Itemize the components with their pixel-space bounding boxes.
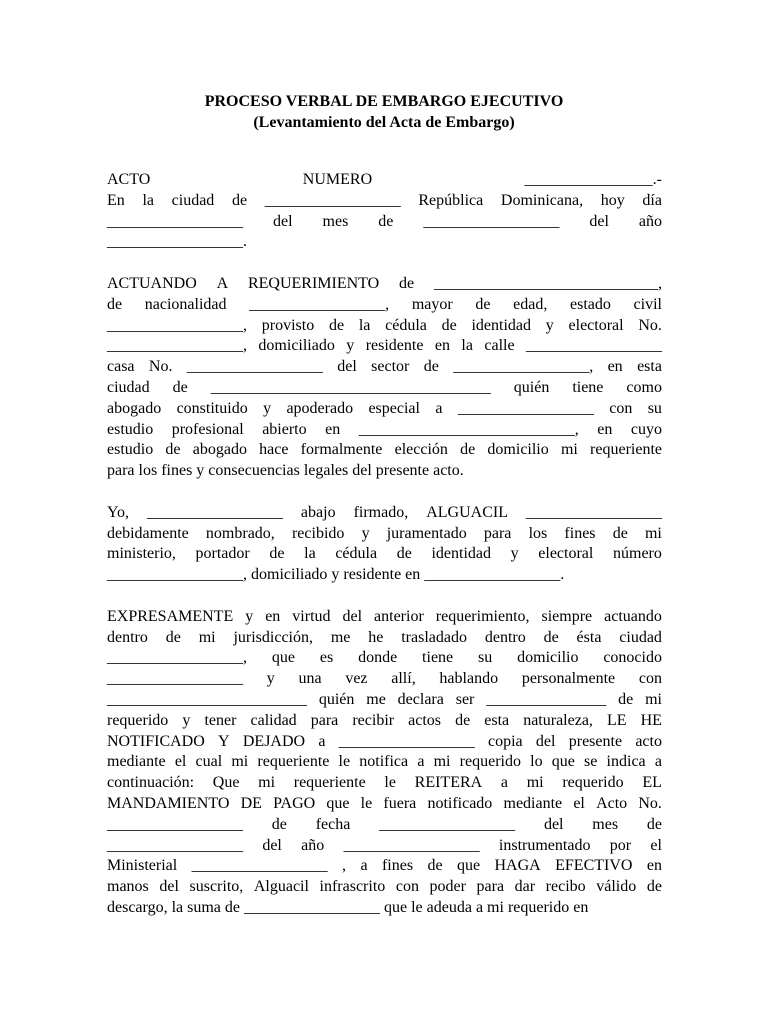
text-line: _________________ y una vez allí, hablando personalmente con: [107, 670, 662, 688]
text-line: _________________.: [107, 233, 247, 251]
text-line: dentro de mi jurisdicción, me he trasladado dentro de ésta ciudad: [107, 628, 662, 646]
paragraph: [107, 274, 662, 482]
document-subtitle: (Levantamiento del Acta de Embargo): [253, 114, 515, 131]
paragraph-gap: [107, 482, 662, 503]
paragraph-gap: [107, 586, 662, 607]
paragraph: [107, 607, 662, 919]
document-body: [107, 170, 662, 919]
text-line: para los fines y consecuencias legales del presente acto.: [107, 462, 464, 480]
text-line: ciudad de ___________________________________ quién tiene como: [107, 378, 662, 396]
text-line: _________________ de fecha _________________ del mes de: [107, 815, 662, 833]
text-line: Ministerial _________________ , a fines de que HAGA EFECTIVO en: [107, 857, 662, 875]
text-line: Yo, _________________ abajo firmado, ALGUACIL _________________: [107, 503, 662, 521]
text-line: _________________________ quién me declara ser _______________ de mi: [107, 690, 662, 708]
text-line: EXPRESAMENTE y en virtud del anterior requerimiento, siempre actuando: [107, 607, 662, 625]
text-line: _________________ del año _________________ instrumentado por el: [107, 836, 662, 854]
text-line: _________________, que es donde tiene su domicilio conocido: [107, 649, 662, 667]
paragraph: [107, 503, 662, 586]
text-line: descargo, la suma de _________________ que le adeuda a mi requerido en: [107, 898, 589, 916]
text-line: manos del suscrito, Alguacil infrascrito con poder para dar recibo válido de: [107, 878, 662, 896]
text-line: MANDAMIENTO DE PAGO que le fuera notificado mediante el Acto No.: [107, 794, 662, 812]
text-line: En la ciudad de _________________ República Dominicana, hoy día: [107, 191, 662, 209]
text-line: continuación: Que mi requeriente le REITERA a mi requerido EL: [107, 774, 662, 792]
title-block: [0, 91, 768, 133]
text-line: _________________, domiciliado y residente en la calle _________________: [107, 337, 662, 355]
text-line: de nacionalidad _________________, mayor de edad, estado civil: [107, 295, 662, 313]
text-line: _________________ del mes de _________________ del año: [107, 212, 662, 230]
paragraph-gap: [107, 253, 662, 274]
text-line: ministerio, portador de la cédula de identidad y electoral número: [107, 545, 662, 563]
text-line: requerido y tener calidad para recibir actos de esta naturaleza, LE HE: [107, 711, 662, 729]
text-line: estudio de abogado hace formalmente elección de domicilio mi requeriente: [107, 441, 662, 459]
document-title: PROCESO VERBAL DE EMBARGO EJECUTIVO: [204, 93, 564, 110]
text-line: abogado constituido y apoderado especial a _________________ con su: [107, 399, 662, 417]
text-line: casa No. _________________ del sector de _________________, en esta: [107, 358, 662, 376]
text-line: debidamente nombrado, recibido y juramentado para los fines de mi: [107, 524, 662, 542]
text-line: mediante el cual mi requeriente le notifica a mi requerido lo que se indica a: [107, 753, 662, 771]
paragraph: [107, 170, 662, 253]
text-line: _________________, domiciliado y residente en _________________.: [107, 566, 565, 584]
text-line: ACTO NUMERO ________________.-: [107, 171, 662, 188]
text-line: NOTIFICADO Y DEJADO a _________________ copia del presente acto: [107, 732, 662, 750]
text-line: _________________, provisto de la cédula de identidad y electoral No.: [107, 316, 662, 334]
text-line: ACTUANDO A REQUERIMIENTO de ____________________________,: [107, 274, 662, 292]
text-line: estudio profesional abierto en ___________________________, en cuyo: [107, 420, 662, 438]
